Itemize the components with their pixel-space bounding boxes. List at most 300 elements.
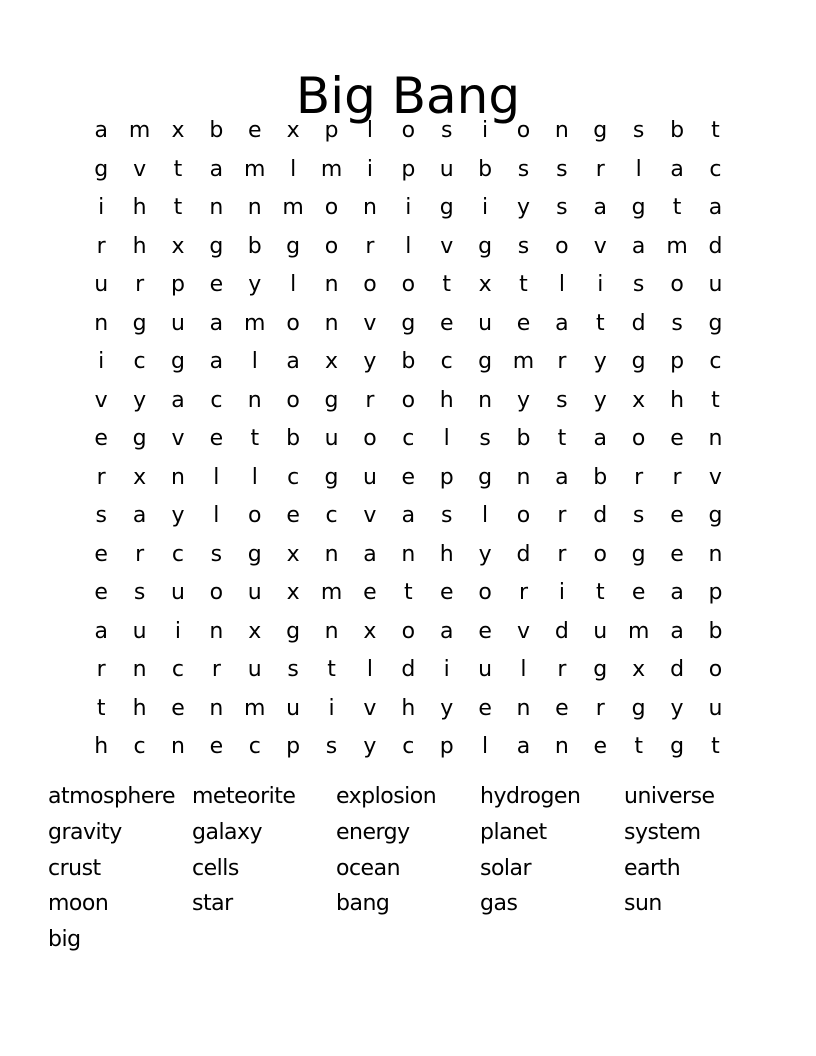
grid-letter: m [627, 618, 650, 644]
grid-letter: v [363, 503, 377, 528]
grid-letter: l [558, 272, 565, 297]
grid-letter: t [327, 657, 336, 682]
grid-letter: r [211, 657, 221, 682]
grid-letter: c [402, 734, 415, 759]
word-list-item: system [624, 819, 701, 845]
grid-letter: c [133, 349, 146, 374]
grid-letter: u [171, 310, 185, 336]
grid-letter: y [363, 734, 377, 759]
grid-letter: o [401, 272, 416, 297]
grid-letter: y [593, 387, 607, 413]
grid-row [82, 651, 735, 690]
grid-letter: d [631, 310, 646, 336]
grid-letter: h [132, 195, 147, 220]
grid-letter: n [94, 310, 109, 336]
grid-letter: v [708, 464, 722, 490]
grid-letter: v [363, 695, 377, 721]
grid-letter: p [286, 734, 301, 759]
grid-letter: p [170, 272, 185, 297]
grid-letter: x [133, 464, 147, 490]
grid-letter: a [132, 503, 147, 528]
grid-letter: t [404, 580, 413, 605]
grid-letter: g [324, 387, 339, 413]
word-list-item: cells [192, 855, 239, 881]
grid-letter: e [439, 310, 454, 336]
word-list-item: star [192, 891, 233, 917]
word-list [48, 779, 768, 958]
grid-letter: g [708, 503, 723, 528]
grid-letter: s [632, 272, 645, 297]
grid-letter: x [248, 618, 262, 644]
grid-letter: s [440, 503, 453, 528]
grid-letter: c [171, 541, 185, 567]
grid-letter: n [247, 387, 262, 413]
grid-letter: n [324, 310, 339, 336]
grid-letter: v [516, 618, 530, 644]
grid-letter: y [133, 387, 147, 413]
grid-letter: v [171, 426, 185, 451]
grid-letter: l [251, 349, 258, 374]
word-list-item: solar [480, 855, 532, 881]
grid-letter: g [478, 233, 493, 259]
grid-letter: p [324, 118, 339, 143]
grid-letter: s [517, 233, 530, 259]
grid-letter: y [516, 387, 530, 413]
grid-letter: s [671, 310, 683, 336]
grid-letter: n [708, 426, 723, 451]
grid-letter: x [325, 349, 339, 374]
grid-letter: g [708, 310, 723, 336]
grid-letter: u [171, 580, 185, 605]
grid-letter: g [631, 195, 646, 220]
grid-letter: r [96, 464, 106, 490]
grid-letter: v [363, 310, 377, 336]
grid-letter: o [363, 426, 377, 451]
grid-letter: a [401, 503, 416, 528]
grid-letter: s [95, 503, 107, 528]
grid-letter: n [324, 618, 339, 644]
grid-letter: o [286, 310, 300, 336]
grid-letter: t [557, 426, 567, 451]
grid-letter: a [593, 426, 608, 451]
grid-letter: r [634, 464, 644, 490]
grid-letter: e [516, 310, 531, 336]
grid-letter: a [708, 195, 723, 220]
grid-letter: s [133, 580, 146, 605]
grid-letter: e [286, 503, 300, 528]
grid-letter: u [478, 310, 493, 336]
grid-letter: o [593, 541, 607, 567]
grid-letter: p [439, 734, 454, 759]
grid-letter: x [286, 580, 300, 605]
grid-letter: t [519, 272, 528, 297]
grid-letter: n [401, 541, 416, 567]
grid-letter: y [593, 349, 607, 374]
word-list-item: gravity [48, 819, 122, 845]
grid-letter: s [440, 118, 453, 143]
grid-letter: x [632, 387, 646, 413]
grid-letter: u [132, 618, 147, 644]
grid-letter: e [363, 580, 377, 605]
grid-letter: g [286, 233, 301, 259]
grid-letter: i [558, 580, 565, 605]
grid-letter: r [595, 695, 605, 721]
grid-letter: a [171, 387, 185, 413]
grid-letter: u [286, 695, 301, 721]
grid-row [82, 382, 735, 421]
grid-letter: e [478, 618, 492, 644]
grid-letter: e [94, 580, 108, 605]
grid-letter: n [324, 541, 339, 567]
grid-letter: g [631, 695, 646, 721]
grid-letter: r [595, 156, 605, 182]
grid-letter: o [670, 272, 684, 297]
grid-letter: a [670, 580, 684, 605]
grid-letter: e [171, 695, 185, 721]
grid-letter: l [482, 734, 489, 759]
grid-letter: r [135, 272, 145, 297]
grid-letter: h [132, 233, 147, 259]
word-list-row [48, 779, 768, 815]
grid-letter: r [557, 503, 567, 528]
grid-letter: a [94, 618, 108, 644]
grid-letter: h [439, 387, 454, 413]
grid-letter: l [520, 657, 527, 682]
grid-letter: m [320, 156, 343, 182]
grid-letter: t [711, 387, 720, 413]
grid-letter: d [708, 233, 723, 259]
grid-letter: i [405, 195, 412, 220]
grid-letter: s [632, 118, 645, 143]
grid-letter: g [593, 657, 608, 682]
grid-letter: y [440, 695, 454, 721]
grid-letter: l [635, 156, 642, 182]
grid-letter: a [94, 118, 108, 143]
grid-letter: t [672, 195, 682, 220]
grid-letter: c [287, 464, 300, 490]
grid-letter: n [247, 195, 262, 220]
grid-letter: n [324, 272, 339, 297]
grid-letter: m [666, 233, 688, 259]
grid-letter: o [324, 233, 339, 259]
grid-letter: n [554, 734, 569, 759]
grid-letter: r [135, 541, 145, 567]
word-list-item: bang [336, 891, 390, 917]
grid-letter: s [632, 503, 645, 528]
grid-letter: t [711, 734, 720, 759]
grid-row [82, 574, 735, 613]
grid-letter: g [132, 310, 147, 336]
grid-letter: o [401, 118, 416, 143]
word-list-row [48, 886, 768, 922]
grid-letter: m [512, 349, 535, 374]
grid-letter: n [132, 657, 147, 682]
grid-letter: a [555, 464, 569, 490]
grid-letter: e [439, 580, 454, 605]
grid-letter: a [439, 618, 454, 644]
grid-letter: s [556, 195, 568, 220]
grid-letter: n [478, 387, 493, 413]
grid-letter: v [440, 233, 454, 259]
word-list-item: galaxy [192, 819, 263, 845]
grid-letter: e [670, 541, 684, 567]
grid-letter: t [173, 195, 183, 220]
grid-letter: s [325, 734, 338, 759]
grid-letter: t [96, 695, 106, 721]
grid-row [82, 420, 735, 459]
word-list-item: atmosphere [48, 784, 175, 809]
grid-letter: i [98, 195, 105, 220]
grid-letter: u [362, 464, 377, 490]
grid-letter: g [324, 464, 339, 490]
grid-letter: d [554, 618, 569, 644]
grid-letter: x [286, 118, 300, 143]
grid-letter: v [593, 233, 607, 259]
grid-letter: s [479, 426, 491, 451]
grid-letter: s [556, 156, 568, 182]
grid-row [82, 497, 735, 536]
grid-letter: l [405, 233, 412, 259]
grid-row [82, 228, 735, 267]
grid-letter: u [708, 695, 723, 721]
grid-letter: s [556, 387, 568, 413]
grid-letter: x [363, 618, 377, 644]
grid-letter: o [478, 580, 492, 605]
grid-letter: e [478, 695, 492, 721]
grid-letter: a [209, 156, 224, 182]
grid-letter: c [210, 387, 223, 413]
word-list-row [48, 815, 768, 851]
word-list-item: explosion [336, 784, 437, 809]
grid-letter: x [286, 541, 300, 567]
grid-letter: a [670, 156, 684, 182]
grid-letter: x [171, 233, 185, 259]
grid-letter: o [286, 387, 300, 413]
grid-letter: p [439, 464, 454, 490]
grid-letter: u [247, 657, 262, 682]
grid-letter: r [557, 349, 567, 374]
word-list-item: hydrogen [480, 784, 581, 809]
grid-letter: g [247, 541, 262, 567]
grid-letter: a [516, 734, 531, 759]
grid-letter: x [632, 657, 646, 682]
grid-letter: r [96, 657, 106, 682]
grid-letter: m [282, 195, 304, 220]
grid-letter: n [209, 195, 224, 220]
page-title: Big Bang [295, 66, 521, 125]
word-list-item: ocean [336, 855, 401, 881]
grid-letter: p [401, 156, 416, 182]
grid-letter: d [670, 657, 685, 682]
grid-letter: i [174, 618, 182, 644]
grid-letter: s [210, 541, 223, 567]
grid-letter: b [209, 118, 224, 143]
grid-letter: l [366, 657, 373, 682]
grid-letter: y [516, 195, 530, 220]
grid-letter: b [247, 233, 262, 259]
grid-letter: n [209, 695, 224, 721]
grid-letter: l [213, 503, 220, 528]
grid-letter: v [94, 387, 108, 413]
grid-letter: e [209, 734, 224, 759]
grid-letter: g [170, 349, 185, 374]
grid-letter: b [708, 618, 723, 644]
grid-letter: d [401, 657, 416, 682]
grid-letter: u [439, 156, 454, 182]
grid-letter: l [443, 426, 450, 451]
grid-letter: b [478, 156, 493, 182]
grid-letter: h [439, 541, 454, 567]
grid-row [82, 151, 735, 190]
grid-letter: g [286, 618, 301, 644]
grid-letter: i [443, 657, 450, 682]
grid-letter: c [709, 349, 722, 374]
grid-letter: l [366, 118, 373, 143]
grid-letter: p [670, 349, 685, 374]
grid-letter: n [171, 734, 185, 759]
grid-letter: g [631, 349, 646, 374]
grid-letter: a [286, 349, 300, 374]
grid-row [82, 189, 735, 228]
grid-letter: u [708, 272, 723, 297]
grid-letter: u [478, 657, 493, 682]
grid-letter: a [209, 349, 224, 374]
grid-letter: a [363, 541, 377, 567]
grid-letter: r [557, 657, 567, 682]
grid-letter: b [670, 118, 685, 143]
grid-letter: c [325, 503, 338, 528]
grid-letter: c [133, 734, 146, 759]
grid-letter: l [251, 464, 258, 490]
grid-letter: o [516, 118, 531, 143]
grid-letter: e [670, 503, 684, 528]
grid-letter: c [440, 349, 453, 374]
grid-letter: o [324, 195, 339, 220]
grid-letter: g [478, 349, 493, 374]
grid-letter: a [593, 195, 608, 220]
grid-letter: c [709, 156, 722, 182]
word-list-item: sun [624, 891, 662, 917]
grid-letter: h [94, 734, 109, 759]
grid-letter: u [94, 272, 109, 297]
grid-letter: g [478, 464, 493, 490]
grid-letter: o [401, 618, 416, 644]
grid-letter: o [631, 426, 646, 451]
grid-letter: n [516, 464, 531, 490]
grid-letter: i [597, 272, 604, 297]
grid-letter: m [244, 310, 266, 336]
grid-letter: v [133, 156, 147, 182]
grid-letter: o [248, 503, 262, 528]
grid-letter: x [478, 272, 492, 297]
grid-letter: i [98, 349, 105, 374]
grid-letter: o [209, 580, 224, 605]
grid-letter: e [555, 695, 569, 721]
grid-letter: a [631, 233, 646, 259]
grid-letter: m [244, 156, 266, 182]
grid-letter: b [593, 464, 608, 490]
grid-letter: x [171, 118, 185, 143]
grid-letter: u [324, 426, 339, 451]
grid-letter: t [250, 426, 260, 451]
word-list-row [48, 851, 768, 887]
grid-letter: b [286, 426, 301, 451]
grid-row [82, 343, 735, 382]
grid-letter: i [366, 156, 373, 182]
grid-letter: s [287, 657, 299, 682]
grid-letter: r [518, 580, 529, 605]
grid-letter: n [362, 195, 377, 220]
grid-letter: e [631, 580, 646, 605]
grid-letter: y [363, 349, 377, 374]
grid-letter: n [708, 541, 723, 567]
grid-letter: u [247, 580, 262, 605]
grid-letter: b [401, 349, 416, 374]
grid-row [82, 459, 735, 498]
grid-row [82, 305, 735, 344]
grid-letter: i [482, 118, 489, 143]
grid-row [82, 112, 735, 151]
grid-row [82, 536, 735, 575]
letter-grid [82, 112, 735, 767]
grid-letter: c [402, 426, 415, 451]
word-list-item: meteorite [192, 784, 296, 809]
grid-letter: t [595, 310, 605, 336]
grid-letter: o [516, 503, 531, 528]
grid-letter: a [555, 310, 569, 336]
grid-letter: t [634, 734, 643, 759]
word-list-row [48, 922, 768, 958]
grid-letter: e [401, 464, 416, 490]
grid-letter: y [171, 503, 185, 528]
word-list-item: earth [624, 855, 681, 881]
grid-letter: l [482, 503, 489, 528]
grid-letter: r [96, 233, 106, 259]
grid-letter: y [670, 695, 684, 721]
grid-letter: g [401, 310, 416, 336]
grid-row [82, 690, 735, 729]
grid-letter: r [365, 387, 375, 413]
grid-letter: o [555, 233, 569, 259]
grid-letter: n [554, 118, 569, 143]
grid-letter: m [128, 118, 151, 143]
grid-letter: s [517, 156, 530, 182]
grid-letter: m [244, 695, 266, 721]
grid-letter: l [290, 156, 297, 182]
grid-letter: g [593, 118, 608, 143]
grid-letter: d [516, 541, 531, 567]
grid-letter: l [290, 272, 297, 297]
grid-letter: l [213, 464, 220, 490]
grid-letter: r [365, 233, 375, 259]
grid-letter: d [593, 503, 608, 528]
grid-letter: o [708, 657, 723, 682]
grid-letter: g [132, 426, 147, 451]
grid-letter: g [209, 233, 224, 259]
grid-letter: g [670, 734, 685, 759]
grid-letter: u [593, 618, 608, 644]
grid-letter: h [401, 695, 416, 721]
grid-letter: t [711, 118, 720, 143]
grid-letter: y [478, 541, 492, 567]
grid-row [82, 266, 735, 305]
grid-letter: h [670, 387, 685, 413]
grid-letter: n [171, 464, 185, 490]
grid-letter: o [363, 272, 377, 297]
word-list-item: universe [624, 784, 715, 809]
word-list-item: big [48, 927, 81, 953]
grid-letter: r [557, 541, 567, 567]
